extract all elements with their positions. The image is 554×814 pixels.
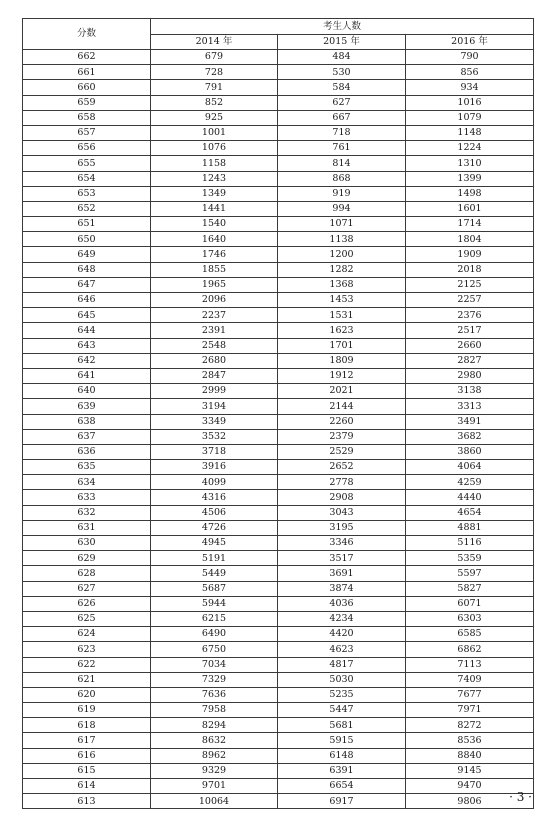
score-cell: 654	[23, 171, 151, 186]
count-2014-cell: 3718	[151, 444, 278, 459]
score-count-table	[22, 18, 534, 809]
score-cell: 658	[23, 110, 151, 125]
score-cell: 626	[23, 596, 151, 611]
score-cell: 625	[23, 611, 151, 626]
count-2015-cell: 5030	[278, 672, 406, 687]
count-2016-cell: 1498	[406, 186, 534, 201]
count-2015-cell: 3195	[278, 520, 406, 535]
count-2016-cell: 4881	[406, 520, 534, 535]
table-row	[23, 80, 534, 95]
count-2014-cell: 8294	[151, 718, 278, 733]
count-2015-cell: 6654	[278, 779, 406, 794]
count-2014-cell: 4506	[151, 505, 278, 520]
count-2016-cell: 2257	[406, 293, 534, 308]
count-2015-cell: 3346	[278, 536, 406, 551]
score-cell: 641	[23, 368, 151, 383]
count-2016-cell: 2018	[406, 262, 534, 277]
count-2016-cell: 1399	[406, 171, 534, 186]
score-cell: 618	[23, 718, 151, 733]
count-2014-cell: 2391	[151, 323, 278, 338]
table-row	[23, 490, 534, 505]
table-row	[23, 141, 534, 156]
table-row	[23, 110, 534, 125]
count-2015-cell: 3874	[278, 581, 406, 596]
table-row	[23, 50, 534, 65]
score-cell: 631	[23, 520, 151, 535]
table-row	[23, 551, 534, 566]
count-2014-cell: 6215	[151, 611, 278, 626]
count-2015-cell: 5235	[278, 687, 406, 702]
table-row	[23, 703, 534, 718]
count-2015-cell: 1531	[278, 308, 406, 323]
count-2014-cell: 1540	[151, 217, 278, 232]
table-row	[23, 171, 534, 186]
table-row	[23, 672, 534, 687]
score-cell: 647	[23, 277, 151, 292]
count-2016-cell: 5827	[406, 581, 534, 596]
count-2016-cell: 7677	[406, 687, 534, 702]
count-2015-cell: 4623	[278, 642, 406, 657]
score-cell: 614	[23, 779, 151, 794]
score-cell: 632	[23, 505, 151, 520]
count-2015-cell: 868	[278, 171, 406, 186]
count-2015-cell: 1368	[278, 277, 406, 292]
score-cell: 639	[23, 399, 151, 414]
count-2015-cell: 530	[278, 65, 406, 80]
count-2016-cell: 1714	[406, 217, 534, 232]
score-cell: 656	[23, 141, 151, 156]
count-2016-cell: 9145	[406, 763, 534, 778]
table-row	[23, 505, 534, 520]
count-2016-cell: 4064	[406, 460, 534, 475]
table-body	[23, 50, 534, 809]
count-2016-cell: 8840	[406, 748, 534, 763]
score-cell: 646	[23, 293, 151, 308]
count-2016-cell: 1601	[406, 201, 534, 216]
count-2016-cell: 1804	[406, 232, 534, 247]
score-cell: 653	[23, 186, 151, 201]
count-2015-cell: 814	[278, 156, 406, 171]
count-2016-cell: 6303	[406, 611, 534, 626]
score-cell: 613	[23, 794, 151, 809]
count-2014-cell: 2237	[151, 308, 278, 323]
count-2014-cell: 3532	[151, 429, 278, 444]
table-row	[23, 65, 534, 80]
table-row	[23, 353, 534, 368]
count-2014-cell: 1158	[151, 156, 278, 171]
count-2015-cell: 1200	[278, 247, 406, 262]
score-cell: 648	[23, 262, 151, 277]
count-2015-cell: 2908	[278, 490, 406, 505]
count-2015-cell: 2144	[278, 399, 406, 414]
count-2015-cell: 994	[278, 201, 406, 216]
score-cell: 661	[23, 65, 151, 80]
count-2014-cell: 1349	[151, 186, 278, 201]
count-2014-cell: 679	[151, 50, 278, 65]
table-row	[23, 399, 534, 414]
count-2016-cell: 856	[406, 65, 534, 80]
count-2016-cell: 5359	[406, 551, 534, 566]
count-2016-cell: 5116	[406, 536, 534, 551]
count-2016-cell: 1148	[406, 125, 534, 140]
count-2015-cell: 3043	[278, 505, 406, 520]
score-cell: 628	[23, 566, 151, 581]
table-row	[23, 262, 534, 277]
score-cell: 630	[23, 536, 151, 551]
score-cell: 634	[23, 475, 151, 490]
count-2016-cell: 8536	[406, 733, 534, 748]
score-cell: 623	[23, 642, 151, 657]
count-2014-cell: 1746	[151, 247, 278, 262]
table-row	[23, 232, 534, 247]
score-cell: 636	[23, 444, 151, 459]
count-2015-cell: 718	[278, 125, 406, 140]
count-2014-cell: 1441	[151, 201, 278, 216]
score-cell: 616	[23, 748, 151, 763]
score-cell: 651	[23, 217, 151, 232]
count-2015-cell: 4234	[278, 611, 406, 626]
count-2016-cell: 8272	[406, 718, 534, 733]
table-row	[23, 323, 534, 338]
score-cell: 621	[23, 672, 151, 687]
count-2015-cell: 3691	[278, 566, 406, 581]
table-row	[23, 429, 534, 444]
table-row	[23, 687, 534, 702]
count-2014-cell: 2680	[151, 353, 278, 368]
table-row	[23, 293, 534, 308]
count-2015-cell: 1623	[278, 323, 406, 338]
count-2015-cell: 5681	[278, 718, 406, 733]
score-cell: 659	[23, 95, 151, 110]
count-2015-cell: 5447	[278, 703, 406, 718]
count-2014-cell: 7958	[151, 703, 278, 718]
count-2014-cell: 925	[151, 110, 278, 125]
table-row	[23, 642, 534, 657]
table-row	[23, 308, 534, 323]
score-column-header: 分数	[23, 19, 151, 50]
count-2016-cell: 3860	[406, 444, 534, 459]
table-row	[23, 444, 534, 459]
score-cell: 652	[23, 201, 151, 216]
count-2016-cell: 2980	[406, 368, 534, 383]
count-2016-cell: 1224	[406, 141, 534, 156]
count-2016-cell: 6071	[406, 596, 534, 611]
count-2015-cell: 1282	[278, 262, 406, 277]
count-2015-cell: 1701	[278, 338, 406, 353]
table-row	[23, 125, 534, 140]
count-2014-cell: 9329	[151, 763, 278, 778]
score-cell: 660	[23, 80, 151, 95]
table-row	[23, 217, 534, 232]
count-2014-cell: 5687	[151, 581, 278, 596]
table-row	[23, 201, 534, 216]
score-cell: 638	[23, 414, 151, 429]
count-2014-cell: 2096	[151, 293, 278, 308]
count-2015-cell: 6391	[278, 763, 406, 778]
count-2016-cell: 9470	[406, 779, 534, 794]
count-2014-cell: 10064	[151, 794, 278, 809]
count-2014-cell: 1001	[151, 125, 278, 140]
count-2016-cell: 5597	[406, 566, 534, 581]
score-cell: 635	[23, 460, 151, 475]
count-2014-cell: 6750	[151, 642, 278, 657]
count-2015-cell: 1138	[278, 232, 406, 247]
count-2015-cell: 6917	[278, 794, 406, 809]
count-2016-cell: 790	[406, 50, 534, 65]
count-2016-cell: 3491	[406, 414, 534, 429]
table-row	[23, 414, 534, 429]
count-2016-cell: 6862	[406, 642, 534, 657]
count-2016-cell: 1909	[406, 247, 534, 262]
table-row	[23, 627, 534, 642]
score-cell: 624	[23, 627, 151, 642]
count-2014-cell: 4099	[151, 475, 278, 490]
page-number: · 3 ·	[509, 790, 532, 804]
table-row	[23, 596, 534, 611]
table-row	[23, 368, 534, 383]
score-cell: 615	[23, 763, 151, 778]
score-cell: 655	[23, 156, 151, 171]
count-2015-cell: 6148	[278, 748, 406, 763]
table-row	[23, 611, 534, 626]
count-2014-cell: 5944	[151, 596, 278, 611]
table-row	[23, 657, 534, 672]
count-2014-cell: 2847	[151, 368, 278, 383]
table-row	[23, 748, 534, 763]
count-2016-cell: 7409	[406, 672, 534, 687]
score-cell: 657	[23, 125, 151, 140]
score-cell: 645	[23, 308, 151, 323]
count-2016-cell: 4440	[406, 490, 534, 505]
table-row	[23, 338, 534, 353]
table-row	[23, 156, 534, 171]
count-2016-cell: 4654	[406, 505, 534, 520]
count-2015-cell: 2260	[278, 414, 406, 429]
score-cell: 640	[23, 384, 151, 399]
count-2015-cell: 584	[278, 80, 406, 95]
count-2014-cell: 5191	[151, 551, 278, 566]
count-2014-cell: 9701	[151, 779, 278, 794]
count-2014-cell: 1640	[151, 232, 278, 247]
count-2015-cell: 4817	[278, 657, 406, 672]
count-2015-cell: 4036	[278, 596, 406, 611]
score-cell: 650	[23, 232, 151, 247]
count-2015-cell: 484	[278, 50, 406, 65]
year-header-2016: 2016 年	[406, 35, 534, 50]
table-row	[23, 247, 534, 262]
table-row	[23, 581, 534, 596]
count-2016-cell: 3138	[406, 384, 534, 399]
table-row	[23, 566, 534, 581]
count-2014-cell: 2999	[151, 384, 278, 399]
count-2016-cell: 9806	[406, 794, 534, 809]
count-2015-cell: 1809	[278, 353, 406, 368]
count-2016-cell: 1079	[406, 110, 534, 125]
count-2016-cell: 2660	[406, 338, 534, 353]
table-row	[23, 277, 534, 292]
count-2016-cell: 2827	[406, 353, 534, 368]
count-2015-cell: 1912	[278, 368, 406, 383]
count-2015-cell: 2778	[278, 475, 406, 490]
candidate-count-header: 考生人数	[151, 19, 534, 35]
count-2014-cell: 728	[151, 65, 278, 80]
count-2015-cell: 2529	[278, 444, 406, 459]
count-2015-cell: 667	[278, 110, 406, 125]
count-2014-cell: 8632	[151, 733, 278, 748]
table-row	[23, 779, 534, 794]
count-2015-cell: 4420	[278, 627, 406, 642]
count-2014-cell: 2548	[151, 338, 278, 353]
score-cell: 619	[23, 703, 151, 718]
count-2015-cell: 627	[278, 95, 406, 110]
score-cell: 643	[23, 338, 151, 353]
count-2016-cell: 7971	[406, 703, 534, 718]
count-2014-cell: 5449	[151, 566, 278, 581]
count-2016-cell: 1016	[406, 95, 534, 110]
count-2014-cell: 1076	[151, 141, 278, 156]
score-cell: 620	[23, 687, 151, 702]
table-row	[23, 384, 534, 399]
table-row	[23, 460, 534, 475]
table-row	[23, 763, 534, 778]
table-row	[23, 475, 534, 490]
count-2014-cell: 4316	[151, 490, 278, 505]
table-row	[23, 536, 534, 551]
count-2014-cell: 7329	[151, 672, 278, 687]
count-2014-cell: 3349	[151, 414, 278, 429]
count-2015-cell: 1453	[278, 293, 406, 308]
score-cell: 637	[23, 429, 151, 444]
count-2015-cell: 761	[278, 141, 406, 156]
count-2015-cell: 1071	[278, 217, 406, 232]
count-2016-cell: 7113	[406, 657, 534, 672]
table-row	[23, 186, 534, 201]
count-2016-cell: 934	[406, 80, 534, 95]
table-row	[23, 95, 534, 110]
score-cell: 662	[23, 50, 151, 65]
count-2014-cell: 8962	[151, 748, 278, 763]
count-2014-cell: 791	[151, 80, 278, 95]
count-2014-cell: 7636	[151, 687, 278, 702]
count-2015-cell: 2652	[278, 460, 406, 475]
table-row	[23, 794, 534, 809]
score-cell: 627	[23, 581, 151, 596]
count-2016-cell: 4259	[406, 475, 534, 490]
count-2016-cell: 2125	[406, 277, 534, 292]
count-2014-cell: 1965	[151, 277, 278, 292]
count-2015-cell: 5915	[278, 733, 406, 748]
count-2015-cell: 2379	[278, 429, 406, 444]
table-row	[23, 520, 534, 535]
count-2014-cell: 6490	[151, 627, 278, 642]
year-header-2015: 2015 年	[278, 35, 406, 50]
table-row	[23, 733, 534, 748]
count-2016-cell: 6585	[406, 627, 534, 642]
header-row-group	[23, 19, 534, 35]
score-cell: 629	[23, 551, 151, 566]
score-cell: 622	[23, 657, 151, 672]
score-cell: 617	[23, 733, 151, 748]
count-2014-cell: 3916	[151, 460, 278, 475]
score-cell: 649	[23, 247, 151, 262]
count-2014-cell: 4726	[151, 520, 278, 535]
year-header-2014: 2014 年	[151, 35, 278, 50]
score-cell: 633	[23, 490, 151, 505]
count-2016-cell: 2376	[406, 308, 534, 323]
score-cell: 644	[23, 323, 151, 338]
count-2014-cell: 1855	[151, 262, 278, 277]
count-2016-cell: 3313	[406, 399, 534, 414]
count-2014-cell: 4945	[151, 536, 278, 551]
table-row	[23, 718, 534, 733]
count-2014-cell: 852	[151, 95, 278, 110]
count-2014-cell: 7034	[151, 657, 278, 672]
count-2014-cell: 1243	[151, 171, 278, 186]
count-2016-cell: 2517	[406, 323, 534, 338]
count-2014-cell: 3194	[151, 399, 278, 414]
count-2015-cell: 919	[278, 186, 406, 201]
score-cell: 642	[23, 353, 151, 368]
count-2015-cell: 2021	[278, 384, 406, 399]
count-2016-cell: 1310	[406, 156, 534, 171]
count-2015-cell: 3517	[278, 551, 406, 566]
count-2016-cell: 3682	[406, 429, 534, 444]
